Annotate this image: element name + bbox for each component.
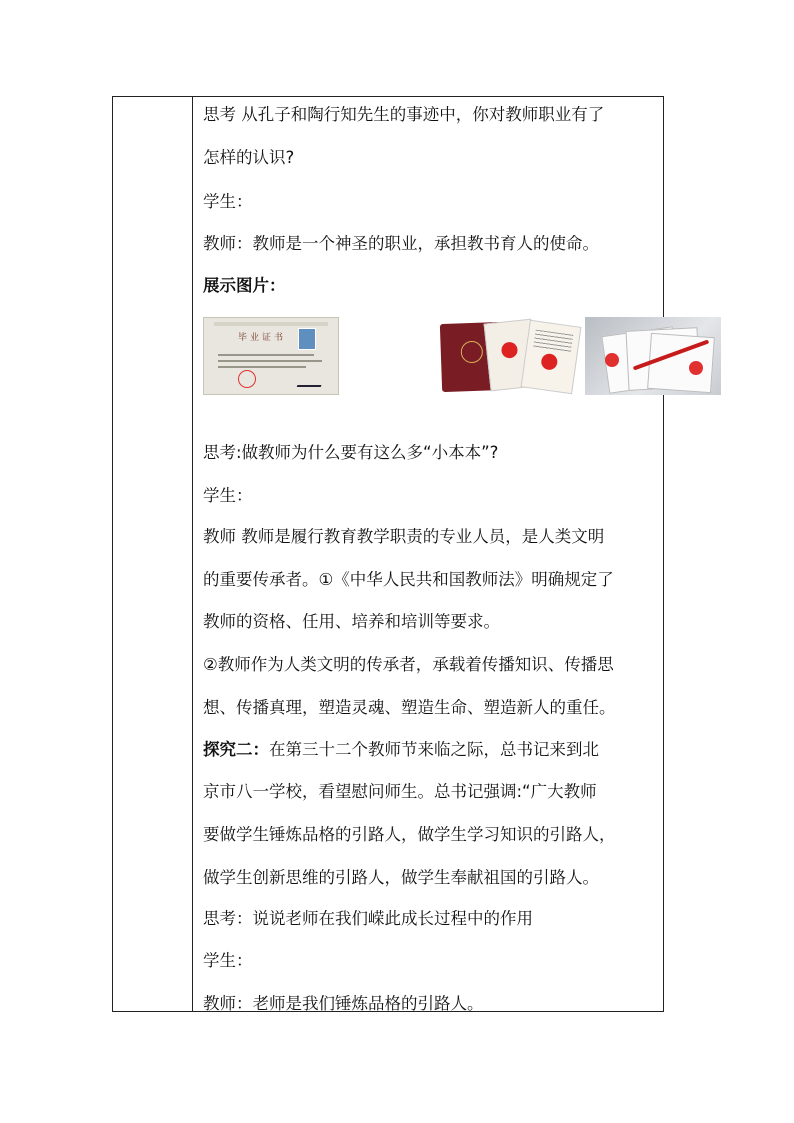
text-line: 想、传播真理，塑造灵魂、塑造生命、塑造新人的重任。 [203,698,616,717]
image-row [203,317,643,395]
text-line: 教师：教师是一个神圣的职业，承担教书育人的使命。 [203,234,599,253]
id-photo [298,328,316,350]
text-line: 教师的资格、任用、培养和培训等要求。 [203,612,500,631]
text-line: 学生： [203,192,253,211]
text-line: 教师：老师是我们锤炼品格的引路人。 [203,994,484,1013]
text-line: 京市八一学校，看望慰问师生。总书记强调:“广大教师 [203,782,597,801]
emblem-icon [501,341,519,359]
inquiry-text: 在第三十二个教师节来临之际，总书记来到北 [269,740,599,759]
seal-icon [238,370,256,388]
text-line: 思考 从孔子和陶行知先生的事迹中，你对教师职业有了 [203,105,605,124]
text-line: ②教师作为人类文明的传承者，承载着传播知识、传播思 [203,655,614,674]
certificate-stack-image [585,317,721,395]
seal-icon [605,353,619,367]
text-line: 怎样的认识? [203,148,295,167]
text-line: 思考：说说老师在我们嵘此成长过程中的作用 [203,909,533,928]
text-line: 做学生创新思维的引路人，做学生奉献祖国的引路人。 [203,868,599,887]
text-line: 学生： [203,486,253,505]
text-line: 学生： [203,951,253,970]
seal-icon [689,361,703,375]
text-line [203,740,599,760]
section-heading: 展示图片： [203,276,286,295]
teacher-booklets-image [435,317,583,395]
text-line: 思考:做教师为什么要有这么多“小本本”? [203,443,499,462]
emblem-icon [540,353,558,371]
inquiry-label: 探究二： [203,740,269,759]
text-line: 教师 教师是履行教育教学职责的专业人员，是人类文明 [203,527,605,546]
table-left-column [113,97,193,1011]
certificate-title: 毕业证书 [238,333,287,343]
emblem-icon [460,341,483,364]
lesson-table [112,96,664,1012]
text-line: 的重要传承者。①《中华人民共和国教师法》明确规定了 [203,570,614,589]
text-line: 要做学生锤炼品格的引路人，做学生学习知识的引路人， [203,825,616,844]
graduation-certificate-image [203,317,339,395]
signature-mark [297,380,324,387]
